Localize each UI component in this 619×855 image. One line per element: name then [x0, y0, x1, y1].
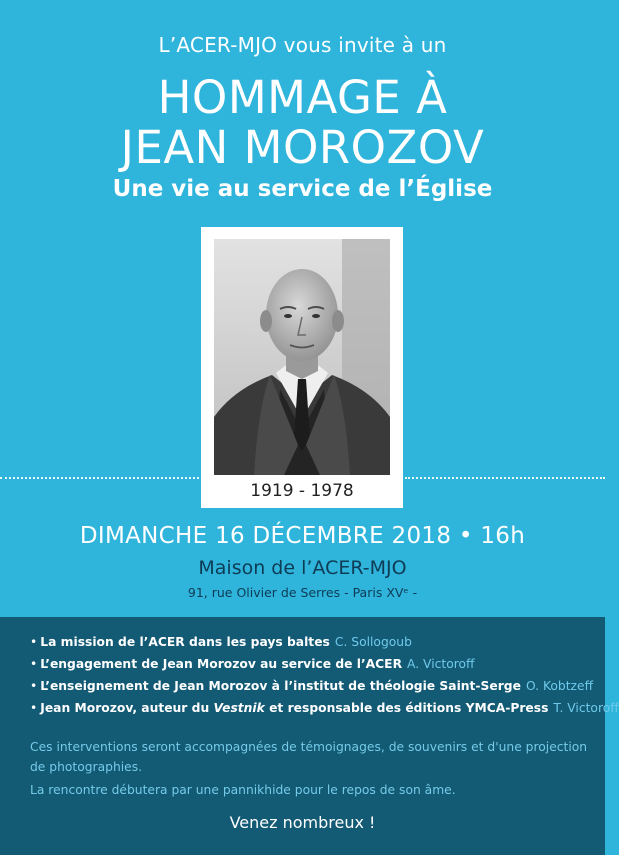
- closing-call: Venez nombreux !: [229, 813, 376, 832]
- pannikhide-note: La rencontre débutera par une pannikhide pour le repos de son âme.: [30, 783, 456, 797]
- list-item: [30, 675, 600, 697]
- talk-title: La mission de l’ACER dans les pays baltes: [40, 635, 330, 649]
- program-note: Ces interventions seront accompagnées de témoignages, de souvenirs et d'une projection de photographies.: [30, 740, 588, 774]
- event-date: DIMANCHE 16 DÉCEMBRE 2018 • 16h: [79, 523, 526, 549]
- portrait-photo: [214, 239, 390, 475]
- talk-title: L’enseignement de Jean Morozov à l’institut de théologie Saint-Serge: [40, 679, 521, 693]
- list-item: [30, 631, 600, 653]
- talk-speaker: C. Sollogoub: [334, 635, 412, 649]
- page-title-line2: JEAN MOROZOV: [120, 121, 485, 174]
- talk-speaker: O. Kobtzeff: [525, 679, 594, 693]
- list-item: [30, 653, 600, 675]
- page-subtitle: Une vie au service de l’Église: [112, 176, 493, 202]
- list-item: [30, 697, 619, 719]
- bullet-icon: •: [30, 679, 38, 693]
- talk-speaker: A. Victoroff: [407, 657, 475, 671]
- talk-title: L’engagement de Jean Morozov au service de l’ACER: [40, 657, 403, 671]
- invitation-intro: L’ACER-MJO vous invite à un: [158, 33, 447, 57]
- talk-title-emphasis: Vestnik: [213, 701, 265, 715]
- bullet-icon: •: [30, 701, 38, 715]
- portrait-years: 1919 - 1978: [250, 481, 354, 501]
- portrait-illustration: [214, 239, 390, 475]
- bullet-icon: •: [30, 635, 38, 649]
- talk-speaker: T. Victoroff: [553, 701, 619, 715]
- dotted-divider-right: [405, 477, 605, 479]
- page-title-line1: HOMMAGE À: [157, 71, 448, 124]
- talk-title-post: et responsable des éditions YMCA-Press: [264, 701, 549, 715]
- program-panel: [0, 617, 619, 855]
- event-venue: Maison de l’ACER-MJO: [198, 557, 407, 579]
- talk-list: [30, 631, 619, 719]
- bullet-icon: •: [30, 657, 38, 671]
- dotted-divider-left: [0, 477, 199, 479]
- portrait-frame: [201, 227, 403, 508]
- talk-title-pre: Jean Morozov, auteur du: [40, 701, 214, 715]
- event-address: 91, rue Olivier de Serres - Paris XVᵉ -: [187, 585, 418, 600]
- talk-title: [40, 701, 548, 715]
